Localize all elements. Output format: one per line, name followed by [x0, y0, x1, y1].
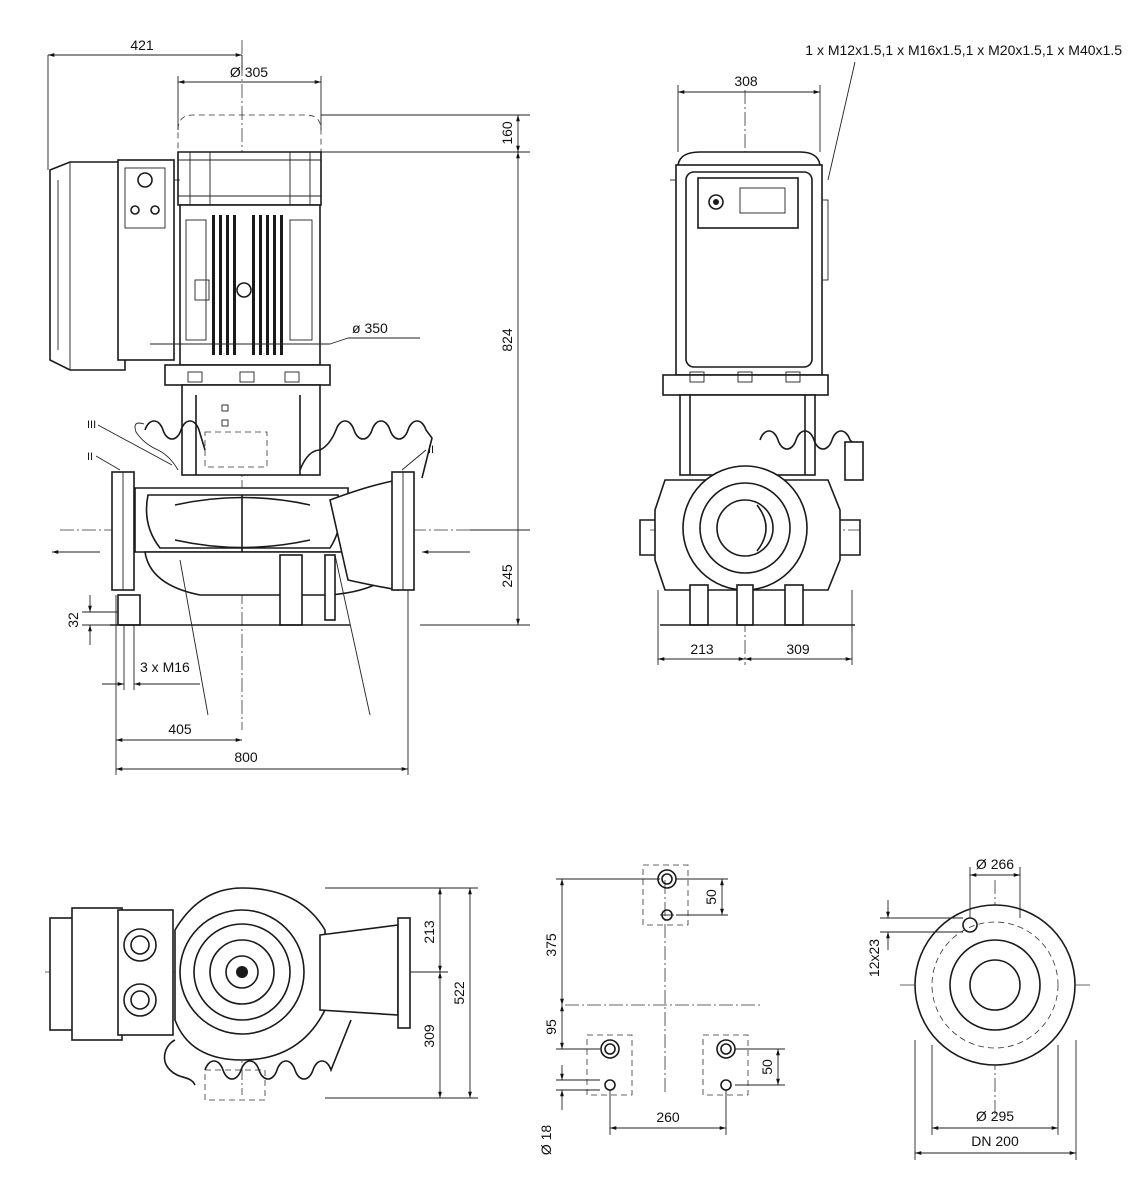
dim-hole-dia: Ø 18	[538, 1124, 554, 1156]
dim-slot-bottom: 50	[759, 1059, 775, 1075]
dim-flange-holes: 12x23	[866, 938, 882, 978]
dim-right-span: 309	[786, 641, 810, 657]
top-view	[45, 888, 478, 1100]
dim-overall-left: 421	[130, 37, 154, 53]
dim-top-overall: 522	[451, 981, 467, 1005]
dim-cable-glands: 1 x M12x1.5,1 x M16x1.5,1 x M20x1.5,1 x M40x1.5	[805, 42, 1122, 58]
dim-flange-pcd: Ø 266	[975, 856, 1015, 872]
dim-flange-outer: Ø 295	[975, 1108, 1015, 1124]
dim-width: 308	[734, 73, 758, 89]
dim-foot-height: 32	[65, 612, 81, 628]
side-view	[640, 42, 1122, 665]
dim-foot-bolts: 3 x M16	[140, 659, 190, 675]
marker-left-inner: III	[87, 419, 97, 431]
dim-top-lower: 309	[421, 1024, 437, 1048]
dim-left-span: 213	[690, 641, 714, 657]
flange-detail	[866, 856, 1090, 1160]
dim-motor-dia: Ø 305	[229, 64, 269, 80]
foundation-plan	[538, 865, 785, 1155]
dim-foundation-upper: 375	[543, 933, 559, 957]
front-view	[48, 37, 530, 775]
marker-right: II	[428, 444, 435, 456]
dim-axis-height: 245	[499, 564, 515, 588]
marker-left-outer: II	[87, 451, 94, 463]
dim-foundation-spacing: 260	[656, 1109, 680, 1125]
dim-fan-clearance: 160	[499, 121, 515, 145]
dim-foot-offset: 405	[168, 721, 192, 737]
dim-flange-nominal: DN 200	[971, 1133, 1019, 1149]
dim-slot-top: 50	[703, 889, 719, 905]
dim-motor-flange-dia: ø 350	[352, 320, 388, 336]
dim-foundation-middle: 95	[543, 1019, 559, 1035]
dim-flange-length: 800	[234, 749, 258, 765]
dim-top-upper: 213	[421, 920, 437, 944]
dim-overall-height: 824	[499, 328, 515, 352]
